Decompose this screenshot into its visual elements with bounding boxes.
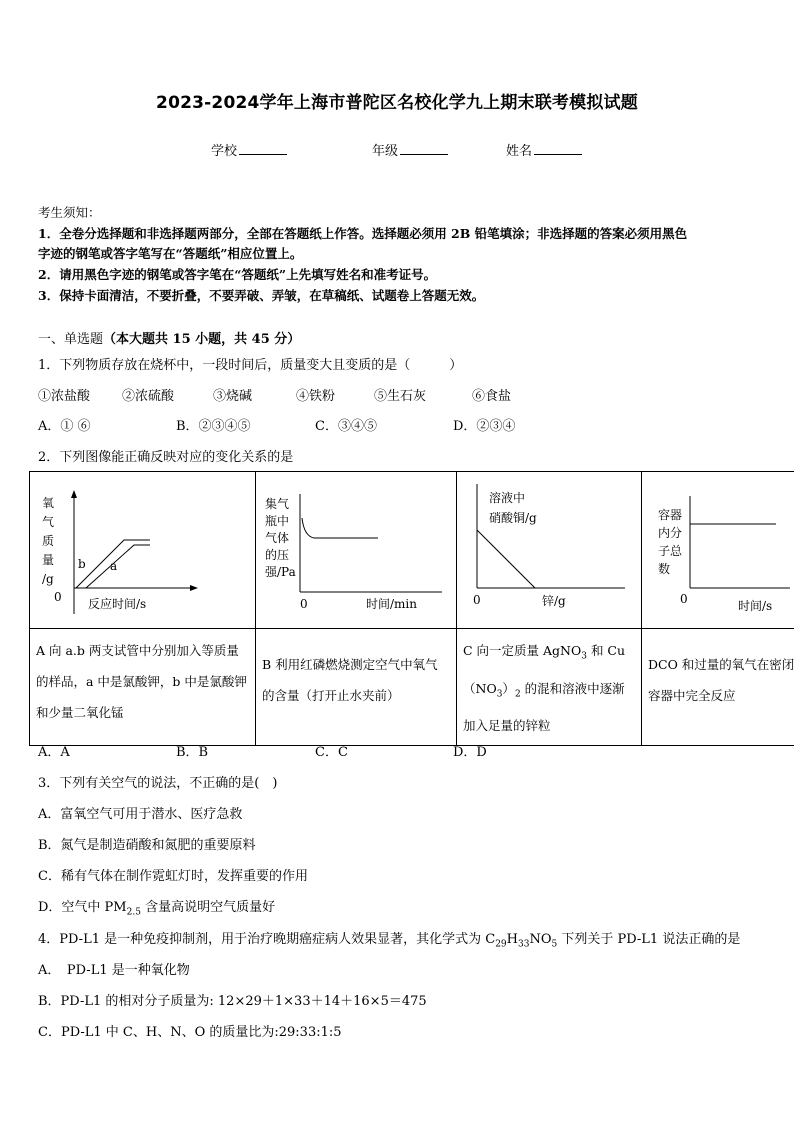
desc-d: DCO 和过量的氧气在密闭容器中完全反应 <box>648 657 794 703</box>
notice-heading: 考生须知： <box>38 205 101 220</box>
q2-option-a[interactable]: A．A <box>38 745 70 760</box>
q3-option-c[interactable]: C．稀有气体在制作霓虹灯时，发挥重要的作用 <box>38 869 308 884</box>
desc-c-cell <box>457 629 642 746</box>
q4-option-b[interactable]: B．PD-L1 的相对分子质量为: 12×29＋1×33＋14＋16×5＝475 <box>38 994 427 1009</box>
q1-item-4: ④铁粉 <box>296 389 336 404</box>
q1-option-a[interactable]: A．① ⑥ <box>38 419 91 434</box>
q2-graph-table <box>29 471 794 746</box>
name-blank[interactable] <box>534 142 582 155</box>
graph-b <box>256 472 456 628</box>
graph-a-cell <box>30 472 256 629</box>
q1-option-d[interactable]: D．②③④ <box>453 419 516 434</box>
q3-option-d[interactable]: D．空气中 $PM_{2.5}$ 含量高说明空气质量好 <box>38 900 276 918</box>
graph-b-curve <box>302 518 378 538</box>
graph-c <box>457 472 641 628</box>
name-field[interactable] <box>506 140 582 159</box>
notice-item3: 3．保持卡面清洁，不要折叠，不要弄破、弄皱，在草稿纸、试题卷上答题无效。 <box>38 288 485 303</box>
q1-stem: 1．下列物质存放在烧杯中，一段时间后，质量变大且变质的是（ ） <box>38 358 463 373</box>
q2-stem: 2．下列图像能正确反映对应的变化关系的是 <box>38 450 294 465</box>
graph-c-xlabel: 锌/g <box>542 594 566 608</box>
school-label: 学校 <box>211 144 238 159</box>
graph-c-cell <box>457 472 642 629</box>
graph-d-origin: 0 <box>680 592 688 606</box>
desc-b-cell <box>256 629 457 746</box>
graph-a-label-b: b <box>78 557 86 571</box>
desc-b: B 利用红磷燃烧测定空气中氧气的含量（打开止水夹前） <box>262 657 438 703</box>
graph-b-cell <box>256 472 457 629</box>
graph-b-ylabel: 集气 瓶中 气体 的压 强/Pa <box>265 497 296 579</box>
graph-a-label-a: a <box>110 559 118 573</box>
page-title: 2023-2024学年上海市普陀区名校化学九上期末联考模拟试题 <box>156 93 638 113</box>
section-note: （本大题共 15 小题，共 45 分） <box>103 332 301 347</box>
grade-blank[interactable] <box>400 142 448 155</box>
q2-option-c[interactable]: C．C <box>315 745 348 760</box>
notice-item1-line1: 1．全卷分选择题和非选择题两部分，全部在答题纸上作答。选择题必须用 2B 铅笔填涂；非选择题的答案必须用黑色 <box>38 226 688 241</box>
graph-c-ylabel: 溶液中 硝酸铜/g <box>489 491 537 525</box>
section-label: 一、单选题 <box>38 332 104 347</box>
graph-a-ylabel: 氧 气 质 量 /g <box>42 496 55 586</box>
section-heading <box>38 328 300 347</box>
q1-item-6: ⑥食盐 <box>472 389 512 404</box>
q1-item-3: ③烧碱 <box>213 389 253 404</box>
q3-stem: 3．下列有关空气的说法，不正确的是( ) <box>38 776 278 791</box>
graph-d-cell <box>642 472 794 629</box>
desc-a: A 向 a.b 两支试管中分别加入等质量的样品，a 中是氯酸钾，b 中是氯酸钾和少量二氧化锰 <box>36 643 247 720</box>
graph-d <box>642 472 794 628</box>
q3-option-a[interactable]: A．富氧空气可用于潜水、医疗急救 <box>38 807 243 822</box>
grade-label: 年级 <box>372 144 399 159</box>
q4-stem: 4．PD-L1 是一种免疫抑制剂，用于治疗晚期癌症病人效果显著，其化学式为 $C_{29}H_{33}NO_5$ 下列关于 PD-L1 说法正确的是 <box>38 932 741 950</box>
graph-b-xlabel: 时间/min <box>366 597 417 611</box>
q1-option-c[interactable]: C．③④⑤ <box>315 419 377 434</box>
desc-a-cell <box>30 629 256 746</box>
q4-option-c[interactable]: C．PD-L1 中 C、H、N、O 的质量比为:29:33:1:5 <box>38 1025 342 1040</box>
q1-option-b[interactable]: B．②③④⑤ <box>176 419 251 434</box>
graph-c-origin: 0 <box>473 593 481 607</box>
graph-d-ylabel: 容器 内分 子总 数 <box>658 508 683 576</box>
name-label: 姓名 <box>506 144 533 159</box>
notice-item1-line2: 字迹的钢笔或答字笔写在“答题纸”相应位置上。 <box>38 246 303 261</box>
q2-option-d[interactable]: D．D <box>453 745 487 760</box>
graph-a <box>30 472 255 628</box>
q3-option-b[interactable]: B．氮气是制造硝酸和氮肥的重要原料 <box>38 838 256 853</box>
q1-item-5: ⑤生石灰 <box>374 389 427 404</box>
q1-item-2: ②浓硫酸 <box>122 389 175 404</box>
notice-item2: 2．请用黑色字迹的钢笔或答字笔在“答题纸”上先填写姓名和准考证号。 <box>38 267 437 282</box>
graph-a-xlabel: 反应时间/s <box>88 597 147 611</box>
grade-field[interactable] <box>372 140 448 159</box>
desc-c: C 向一定质量 AgNO$_3$ 和 $Cu(NO_3)_2$ 的混和溶液中逐渐加入足量的锌粒 <box>463 643 626 733</box>
q1-item-1: ①浓盐酸 <box>38 389 91 404</box>
graph-a-curve-a <box>86 545 150 588</box>
q4-option-a[interactable]: A． PD-L1 是一种氧化物 <box>38 963 190 978</box>
desc-d-cell <box>642 629 794 746</box>
school-field[interactable] <box>211 140 287 159</box>
q2-option-b[interactable]: B．B <box>176 745 209 760</box>
graph-c-line <box>477 530 535 588</box>
school-blank[interactable] <box>239 142 287 155</box>
graph-b-origin: 0 <box>300 597 308 611</box>
graph-d-xlabel: 时间/s <box>738 599 773 613</box>
graph-a-origin: 0 <box>54 590 62 604</box>
